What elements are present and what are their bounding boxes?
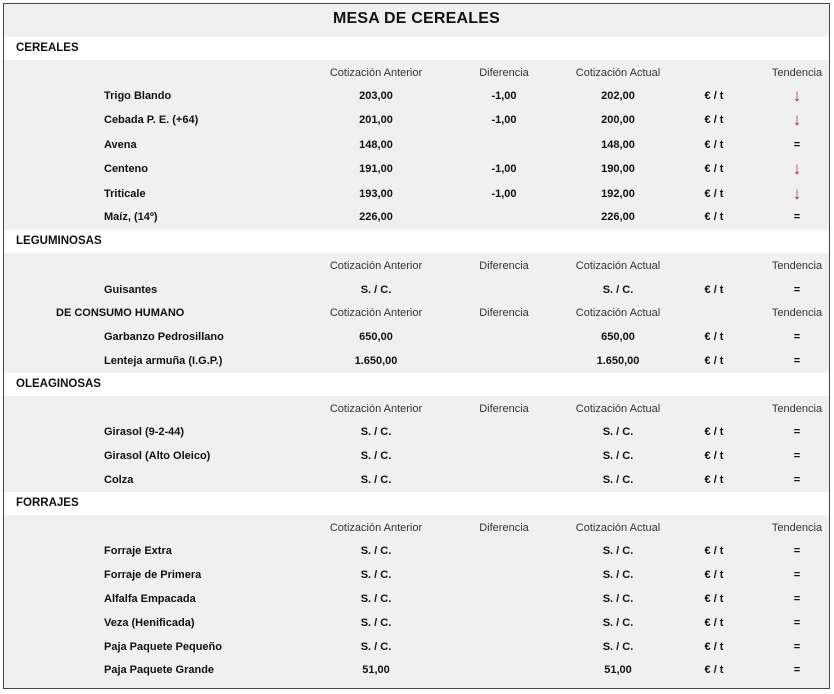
page-title: MESA DE CEREALES (332, 10, 501, 27)
table-row (4, 422, 829, 445)
unit: € / t (704, 331, 724, 343)
section-label: OLEAGINOSAS (16, 378, 101, 390)
item-name: Lenteja armuña (I.G.P.) (104, 355, 223, 367)
act-value: S. / C. (602, 569, 634, 581)
column-header-row (4, 518, 829, 541)
prev-value: 226,00 (359, 211, 393, 223)
column-header-row (4, 256, 829, 279)
trend-down-icon: ↓ (792, 159, 802, 178)
table-row (4, 446, 829, 469)
prev-value: S. / C. (360, 474, 392, 486)
col-trend-header: Tendencia (771, 403, 823, 415)
table-row (4, 541, 829, 564)
prev-value: 650,00 (359, 331, 393, 343)
col-act-header: Cotización Actual (575, 67, 661, 79)
col-diff-header: Diferencia (479, 403, 529, 415)
unit: € / t (704, 641, 724, 653)
prev-value: S. / C. (360, 593, 392, 605)
act-value: 202,00 (601, 90, 635, 102)
item-name: Alfalfa Empacada (104, 593, 196, 605)
diff-value: -1,00 (491, 114, 517, 126)
trend-down-icon: ↓ (792, 184, 802, 203)
act-value: 51,00 (604, 664, 632, 676)
col-trend-header: Tendencia (771, 307, 823, 319)
item-name: Maíz, (14º) (104, 211, 158, 223)
prev-value: S. / C. (360, 450, 392, 462)
table-row (4, 637, 829, 660)
section-label: FORRAJES (16, 497, 79, 509)
table-row (4, 86, 829, 109)
unit: € / t (704, 545, 724, 557)
diff-value: -1,00 (491, 90, 517, 102)
act-value: 190,00 (601, 163, 635, 175)
table-row (4, 613, 829, 636)
col-act-header: Cotización Actual (575, 403, 661, 415)
col-prev-header: Cotización Anterior (329, 307, 423, 319)
col-diff-header: Diferencia (479, 522, 529, 534)
act-value: S. / C. (602, 593, 634, 605)
act-value: 148,00 (601, 139, 635, 151)
act-value: 650,00 (601, 331, 635, 343)
col-act-header: Cotización Actual (575, 307, 661, 319)
item-name: Forraje de Primera (104, 569, 202, 581)
unit: € / t (704, 569, 724, 581)
item-name: Paja Paquete Pequeño (104, 641, 222, 653)
item-name: Triticale (104, 188, 146, 200)
trend-equal-icon: = (793, 284, 801, 296)
item-name: Avena (104, 139, 137, 151)
trend-equal-icon: = (793, 331, 801, 343)
act-value: S. / C. (602, 474, 634, 486)
section-header-cereales (4, 37, 829, 60)
col-trend-header: Tendencia (771, 522, 823, 534)
prev-value: 51,00 (362, 664, 390, 676)
col-diff-header: Diferencia (479, 260, 529, 272)
trend-down-icon: ↓ (792, 110, 802, 129)
prev-value: 191,00 (359, 163, 393, 175)
col-prev-header: Cotización Anterior (329, 67, 423, 79)
subsection-label: DE CONSUMO HUMANO (56, 307, 185, 319)
table-row (4, 184, 829, 207)
col-prev-header: Cotización Anterior (329, 260, 423, 272)
act-value: 226,00 (601, 211, 635, 223)
col-diff-header: Diferencia (479, 307, 529, 319)
price-table-frame (3, 3, 830, 689)
trend-equal-icon: = (793, 450, 801, 462)
col-trend-header: Tendencia (771, 260, 823, 272)
table-row (4, 589, 829, 612)
unit: € / t (704, 617, 724, 629)
subsection-header-row (4, 303, 829, 326)
col-prev-header: Cotización Anterior (329, 403, 423, 415)
table-row (4, 159, 829, 182)
table-row (4, 135, 829, 158)
table-row (4, 110, 829, 133)
trend-equal-icon: = (793, 641, 801, 653)
item-name: Girasol (Alto Oleico) (104, 450, 211, 462)
col-prev-header: Cotización Anterior (329, 522, 423, 534)
col-diff-header: Diferencia (479, 67, 529, 79)
unit: € / t (704, 450, 724, 462)
col-act-header: Cotización Actual (575, 260, 661, 272)
item-name: Colza (104, 474, 134, 486)
unit: € / t (704, 211, 724, 223)
prev-value: S. / C. (360, 617, 392, 629)
trend-equal-icon: = (793, 593, 801, 605)
section-label: CEREALES (16, 42, 79, 54)
prev-value: S. / C. (360, 284, 392, 296)
trend-equal-icon: = (793, 664, 801, 676)
item-name: Guisantes (104, 284, 158, 296)
trend-equal-icon: = (793, 426, 801, 438)
prev-value: 148,00 (359, 139, 393, 151)
unit: € / t (704, 355, 724, 367)
table-row (4, 660, 829, 683)
trend-equal-icon: = (793, 474, 801, 486)
unit: € / t (704, 188, 724, 200)
item-name: Veza (Henificada) (104, 617, 195, 629)
section-header-oleaginosas (4, 373, 829, 396)
item-name: Centeno (104, 163, 148, 175)
act-value: S. / C. (602, 426, 634, 438)
table-row (4, 470, 829, 493)
table-row (4, 207, 829, 230)
table-row (4, 327, 829, 350)
prev-value: S. / C. (360, 569, 392, 581)
column-header-row (4, 399, 829, 422)
prev-value: 201,00 (359, 114, 393, 126)
col-trend-header: Tendencia (771, 67, 823, 79)
act-value: S. / C. (602, 641, 634, 653)
trend-equal-icon: = (793, 569, 801, 581)
item-name: Garbanzo Pedrosillano (104, 331, 224, 343)
act-value: S. / C. (602, 284, 634, 296)
unit: € / t (704, 139, 724, 151)
act-value: S. / C. (602, 617, 634, 629)
trend-equal-icon: = (793, 211, 801, 223)
act-value: S. / C. (602, 450, 634, 462)
unit: € / t (704, 90, 724, 102)
trend-equal-icon: = (793, 355, 801, 367)
prev-value: S. / C. (360, 641, 392, 653)
act-value: 1.650,00 (596, 355, 640, 367)
unit: € / t (704, 114, 724, 126)
diff-value: -1,00 (491, 163, 517, 175)
unit: € / t (704, 163, 724, 175)
col-act-header: Cotización Actual (575, 522, 661, 534)
item-name: Girasol (9-2-44) (104, 426, 185, 438)
item-name: Trigo Blando (104, 90, 172, 102)
trend-equal-icon: = (793, 139, 801, 151)
item-name: Cebada P. E. (+64) (104, 114, 199, 126)
item-name: Paja Paquete Grande (104, 664, 215, 676)
act-value: 200,00 (601, 114, 635, 126)
unit: € / t (704, 284, 724, 296)
prev-value: S. / C. (360, 545, 392, 557)
trend-down-icon: ↓ (792, 86, 802, 105)
section-header-leguminosas (4, 230, 829, 253)
item-name: Forraje Extra (104, 545, 172, 557)
diff-value: -1,00 (491, 188, 517, 200)
act-value: S. / C. (602, 545, 634, 557)
unit: € / t (704, 474, 724, 486)
prev-value: 193,00 (359, 188, 393, 200)
unit: € / t (704, 426, 724, 438)
unit: € / t (704, 593, 724, 605)
table-row (4, 351, 829, 374)
prev-value: 1.650,00 (354, 355, 398, 367)
table-row (4, 280, 829, 303)
act-value: 192,00 (601, 188, 635, 200)
trend-equal-icon: = (793, 545, 801, 557)
unit: € / t (704, 664, 724, 676)
section-header-forrajes (4, 492, 829, 515)
prev-value: S. / C. (360, 426, 392, 438)
section-label: LEGUMINOSAS (16, 235, 102, 247)
trend-equal-icon: = (793, 617, 801, 629)
table-row (4, 565, 829, 588)
column-header-row (4, 63, 829, 86)
prev-value: 203,00 (359, 90, 393, 102)
